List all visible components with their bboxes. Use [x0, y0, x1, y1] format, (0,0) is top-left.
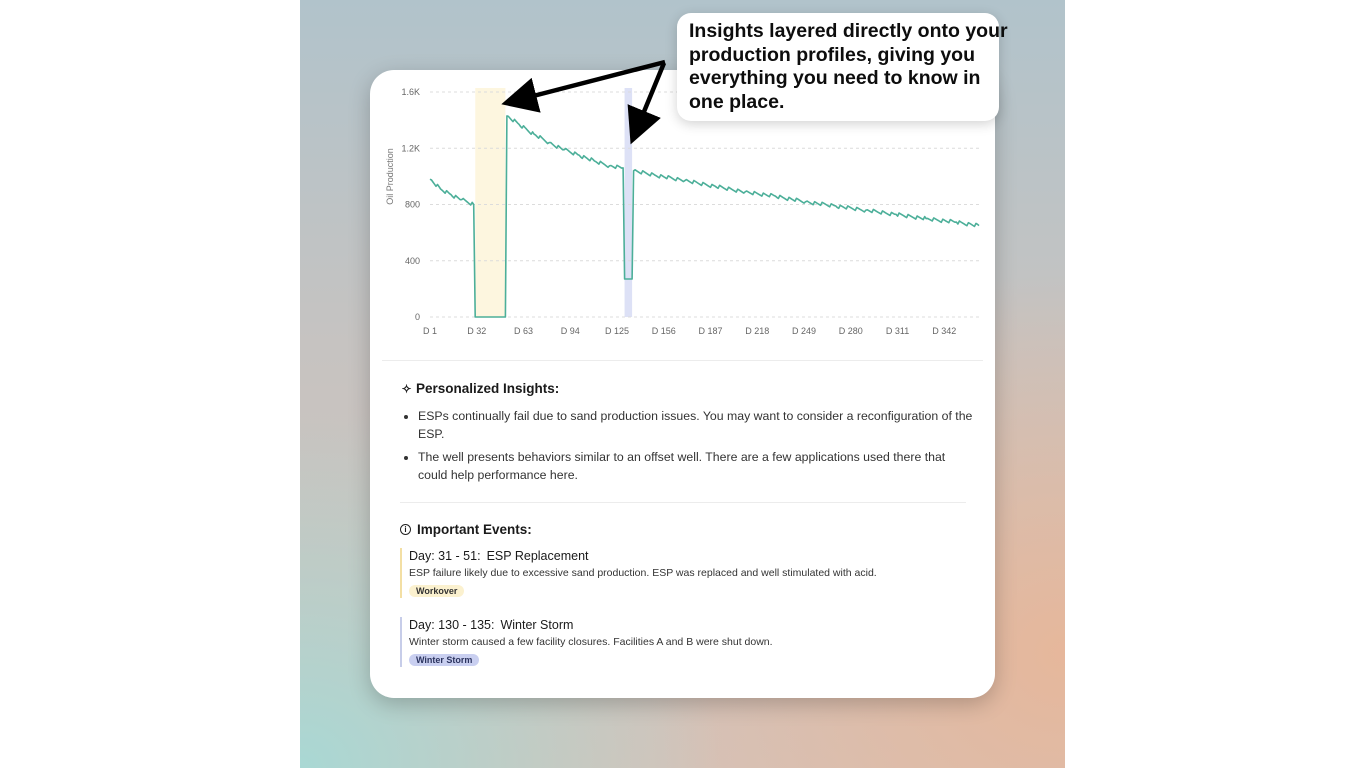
insight-item: • ESPs continually fail due to sand production issues. You may want to consider a reconfiguration of the ESP. — [418, 408, 978, 443]
events-heading-label: Important Events: — [417, 522, 532, 537]
event-day: Day: 31 - 51: — [409, 549, 481, 563]
callout-box — [677, 13, 1008, 121]
event-description: Winter storm caused a few facility closures. Facilities A and B were shut down. — [409, 636, 773, 648]
divider — [382, 360, 983, 361]
insight-item: • The well presents behaviors similar to an offset well. There are a few applications used there that could help performance here. — [418, 449, 978, 484]
y-tick-label: 1.2K — [401, 143, 420, 154]
event-highlight-band — [475, 88, 505, 317]
info-icon: i — [400, 524, 411, 535]
event-highlight-band — [625, 88, 633, 317]
x-tick-label: D 32 — [467, 326, 487, 336]
event-item — [400, 548, 969, 598]
y-tick-label: 0 — [414, 312, 420, 322]
y-axis-label: Oil Production — [385, 148, 395, 205]
x-tick-label: D 249 — [792, 326, 817, 336]
insights-heading — [400, 381, 559, 396]
events-heading — [400, 522, 532, 537]
x-tick-label: D 156 — [651, 326, 676, 336]
event-title — [409, 617, 969, 634]
divider — [400, 502, 966, 503]
x-tick-label: D 342 — [932, 326, 957, 336]
x-tick-label: D 187 — [698, 326, 723, 336]
x-tick-label: D 1 — [422, 326, 438, 336]
y-tick-label: 400 — [404, 255, 420, 266]
insights-heading-label: Personalized Insights: — [416, 381, 560, 396]
x-tick-label: D 125 — [605, 326, 630, 336]
event-tag: Winter Storm — [409, 654, 479, 666]
event-day: Day: 130 - 135: — [409, 618, 495, 632]
x-tick-label: D 311 — [885, 326, 910, 336]
event-tag: Workover — [409, 585, 464, 597]
event-item — [400, 617, 969, 667]
y-tick-label: 1.6K — [401, 87, 420, 97]
callout-text: Insights layered directly onto your production profiles, giving you everything you need to know in one place. — [689, 20, 1008, 113]
event-description: ESP failure likely due to excessive sand production. ESP was replaced and well stimulated with acid. — [409, 567, 877, 579]
insights-list — [400, 408, 978, 490]
y-tick-label: 800 — [404, 199, 420, 210]
x-tick-label: D 280 — [838, 326, 863, 336]
event-name: ESP Replacement — [486, 549, 589, 563]
x-tick-label: D 218 — [745, 326, 770, 336]
x-tick-label: D 63 — [514, 326, 534, 336]
event-name: Winter Storm — [500, 618, 574, 632]
oil-production-line — [430, 116, 979, 317]
event-title — [409, 548, 969, 565]
insight-card — [370, 70, 995, 698]
background-stage — [300, 0, 1065, 768]
x-tick-label: D 94 — [560, 326, 580, 336]
sparkle-icon: ✧ — [401, 381, 412, 396]
